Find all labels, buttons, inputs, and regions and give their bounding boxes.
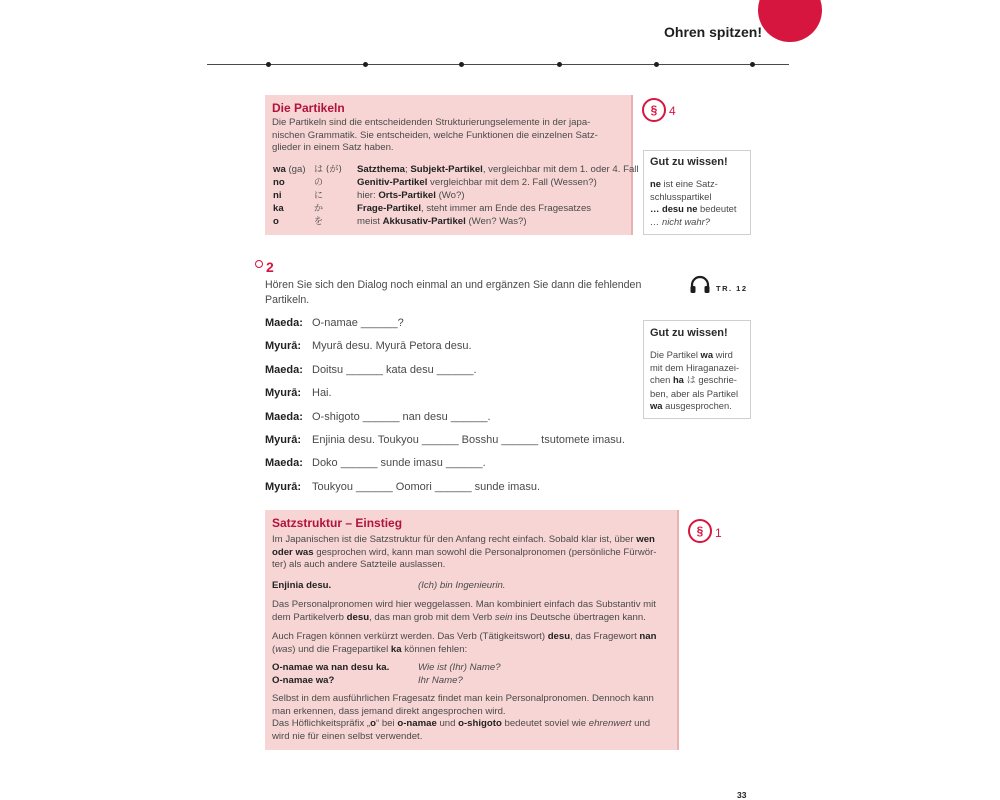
dialog-speaker: Myurā:	[265, 387, 302, 400]
particle-description: Genitiv-Partikel vergleichbar mit dem 2. Fall (Wessen?)	[357, 177, 597, 188]
example-german: Wie ist (Ihr) Name?	[418, 662, 501, 673]
dialog-line[interactable]: Toukyou ______ Oomori ______ sunde imasu.	[312, 480, 541, 493]
dialog-line[interactable]: O-shigoto ______ nan desu ______.	[312, 410, 491, 423]
dialog-speaker: Myurā:	[265, 480, 302, 493]
section-symbol-icon: §	[688, 519, 712, 543]
page-header-title: Ohren spitzen!	[664, 24, 763, 40]
dialog-speaker: Maeda:	[265, 363, 303, 376]
particle-kana: は (が)	[314, 165, 342, 175]
particle-kana: に	[314, 191, 324, 201]
particle-description: hier: Orts-Partikel (Wo?)	[357, 190, 465, 201]
example-japanese: O-namae wa?	[272, 675, 335, 686]
exercise-number: 2	[266, 259, 274, 275]
dialog-speaker: Maeda:	[265, 317, 303, 329]
structure-para-3: Auch Fragen können verkürzt werden. Das Verb (Tätigkeitswort) desu, das Fragewort nan (was) und die Fragepartikel ka können fehlen:	[272, 631, 657, 655]
dialog-line[interactable]: Doko ______ sunde imasu ______.	[312, 457, 486, 470]
intro-line: nischen Grammatik. Sie entscheiden, welche Funktionen die einzelnen Satz-	[272, 129, 598, 141]
example-japanese: O-namae wa nan desu ka.	[272, 662, 390, 673]
intro-line: glieder in einem Satz haben.	[272, 142, 394, 154]
particle-romaji: no	[273, 177, 285, 188]
timeline-rule	[207, 64, 789, 65]
info-box-text: ne ist eine Satz- schlusspartikel … desu ne bedeutet … nicht wahr?	[650, 178, 737, 227]
example-japanese: Enjinia desu.	[272, 580, 332, 591]
dialog-speaker: Maeda:	[265, 457, 303, 470]
structure-box-title: Satzstruktur – Einstieg	[272, 516, 403, 530]
dialog-line[interactable]: Hai.	[312, 387, 332, 400]
particle-kana: を	[314, 217, 324, 227]
intro-line: Die Partikeln sind die entscheidenden Strukturierungselemente in der japa-	[272, 117, 591, 128]
particle-romaji: ka	[273, 203, 284, 214]
particle-romaji: wa (ga)	[273, 164, 306, 175]
dialog-line[interactable]: Doitsu ______ kata desu ______.	[312, 363, 477, 376]
timeline-dot	[557, 62, 562, 67]
particle-description: Satzthema; Subjekt-Partikel, vergleichbar mit dem 1. oder 4. Fall	[357, 164, 639, 175]
structure-para-4: Selbst in dem ausführlichen Fragesatz findet man kein Personalpronomen. Dennoch kann man erkennen, dass jemand direkt angesprochen wird. Das Höflichkeitspräfix „o“ bei o-namae und o-shigoto bedeutet soviel wie ehrenwert und wird nie für einen selbst verwendet.	[272, 693, 654, 742]
section-ref: 1	[715, 526, 722, 540]
section-ref: 4	[669, 104, 676, 118]
headphones-icon	[689, 275, 711, 295]
dialog-speaker: Myurā:	[265, 340, 302, 353]
particles-box-title: Die Partikeln	[272, 101, 345, 115]
dialog-line[interactable]: O-namae ______?	[312, 317, 404, 329]
particles-intro	[272, 117, 628, 155]
timeline-dot	[363, 62, 368, 67]
particle-description: meist Akkusativ-Partikel (Wen? Was?)	[357, 216, 527, 227]
timeline-dot	[459, 62, 464, 67]
particle-description: Frage-Partikel, steht immer am Ende des Fragesatzes	[357, 203, 592, 214]
particle-kana: の	[314, 178, 324, 188]
exercise-marker-icon	[255, 260, 263, 268]
info-box-title: Gut zu wissen!	[650, 327, 728, 339]
page-number: 33	[737, 790, 747, 800]
info-box-text: Die Partikel wa wird mit dem Hiraganazei- chen ha は geschrie- ben, aber als Partikel wa ausgesprochen.	[650, 349, 740, 412]
particle-romaji: o	[273, 216, 279, 227]
timeline-dot	[654, 62, 659, 67]
audio-track-label: TR. 12	[716, 284, 748, 293]
particle-kana: か	[314, 204, 324, 214]
structure-para-1: Im Japanischen ist die Satzstruktur für den Anfang recht einfach. Sobald klar ist, über wen oder was gesprochen wird, kann man sowohl die Personalpronomen (persönliche Fürwör- ter) als auch andere Satzteile auslassen.	[272, 534, 657, 571]
section-symbol-icon: §	[642, 98, 666, 122]
dialog-speaker: Maeda:	[265, 410, 303, 423]
dialog-speaker: Myurā:	[265, 434, 302, 446]
dialog-line[interactable]: Enjinia desu. Toukyou ______ Bosshu ______ tsutomete imasu.	[312, 434, 625, 446]
structure-para-2: Das Personalpronomen wird hier weggelassen. Man kombiniert einfach das Substantiv mit dem Partikelverb desu, das man grob mit dem Verb sein ins Deutsche übertragen kann.	[272, 599, 656, 623]
info-box-title: Gut zu wissen!	[650, 156, 728, 168]
particle-romaji: ni	[273, 190, 282, 201]
timeline-dot	[750, 62, 755, 67]
example-german: Ihr Name?	[418, 675, 463, 686]
corner-accent-circle	[758, 0, 822, 42]
dialog-line[interactable]: Myurā desu. Myurā Petora desu.	[312, 340, 472, 353]
timeline-dot	[266, 62, 271, 67]
exercise-instruction: Hören Sie sich den Dialog noch einmal an und ergänzen Sie dann die fehlenden Partikeln.	[265, 279, 642, 306]
example-german: (Ich) bin Ingenieurin.	[418, 580, 506, 591]
